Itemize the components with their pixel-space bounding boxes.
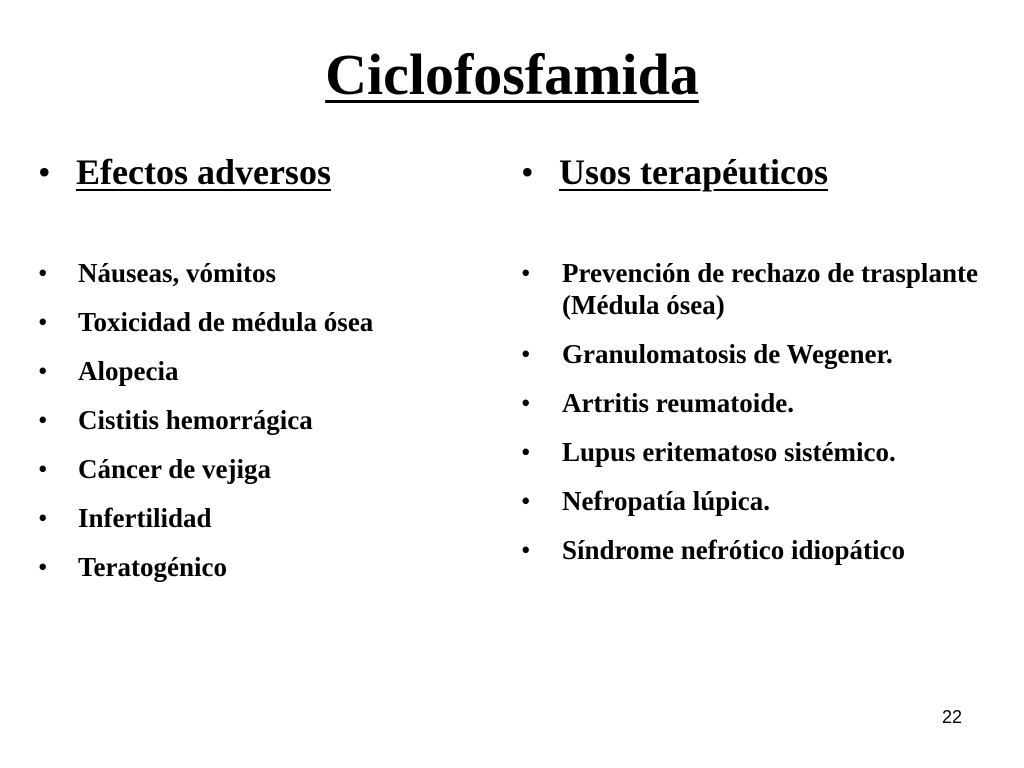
list-item bbox=[521, 534, 1001, 566]
list-bullet: • bbox=[38, 307, 48, 337]
list-item-text: Náuseas, vómitos bbox=[78, 258, 277, 288]
list-item-text: Alopecia bbox=[78, 356, 179, 386]
list-item bbox=[38, 306, 373, 338]
list-bullet: • bbox=[38, 552, 48, 582]
list-item bbox=[38, 551, 373, 583]
list-bullet: • bbox=[38, 356, 48, 386]
slide-title bbox=[0, 42, 1024, 108]
list-item bbox=[38, 453, 373, 485]
list-item-text: Teratogénico bbox=[78, 552, 227, 582]
heading-bullet: • bbox=[38, 152, 51, 192]
list-item-text: Síndrome nefrótico idiopático bbox=[562, 535, 905, 565]
list-item-text: Granulomatosis de Wegener. bbox=[562, 339, 893, 369]
list-item bbox=[521, 387, 1001, 419]
list-bullet: • bbox=[521, 339, 531, 369]
list-item-text: Infertilidad bbox=[78, 503, 212, 533]
adverse-effects-heading-text: Efectos adversos bbox=[76, 152, 331, 192]
list-item bbox=[521, 338, 1001, 370]
list-bullet: • bbox=[38, 405, 48, 435]
list-item-text: Cáncer de vejiga bbox=[78, 454, 271, 484]
list-bullet: • bbox=[521, 437, 531, 467]
adverse-effects-list bbox=[38, 257, 373, 600]
list-bullet: • bbox=[38, 454, 48, 484]
adverse-effects-heading bbox=[38, 150, 331, 194]
therapeutic-uses-heading bbox=[521, 150, 828, 194]
list-item bbox=[38, 257, 373, 289]
page-number: 22 bbox=[941, 707, 962, 727]
list-bullet: • bbox=[38, 503, 48, 533]
list-item-text: Prevención de rechazo de trasplante (Médula ósea) bbox=[562, 258, 978, 320]
list-item bbox=[521, 257, 1001, 321]
list-item bbox=[521, 436, 1001, 468]
list-item bbox=[38, 502, 373, 534]
therapeutic-uses-heading-text: Usos terapéuticos bbox=[559, 152, 828, 192]
list-bullet: • bbox=[521, 535, 531, 565]
slide-title-text: Ciclofosfamida bbox=[325, 42, 699, 107]
list-item-text: Nefropatía lúpica. bbox=[562, 486, 770, 516]
list-item bbox=[38, 355, 373, 387]
list-item-text: Toxicidad de médula ósea bbox=[78, 307, 374, 337]
list-item-text: Lupus eritematoso sistémico. bbox=[562, 437, 896, 467]
list-item bbox=[521, 485, 1001, 517]
heading-bullet: • bbox=[521, 152, 534, 192]
list-item bbox=[38, 404, 373, 436]
list-bullet: • bbox=[38, 258, 48, 288]
list-bullet: • bbox=[521, 486, 531, 516]
list-item-text: Cistitis hemorrágica bbox=[78, 405, 313, 435]
list-bullet: • bbox=[521, 388, 531, 418]
list-bullet: • bbox=[521, 258, 531, 288]
therapeutic-uses-list bbox=[521, 257, 1001, 583]
list-item-text: Artritis reumatoide. bbox=[562, 388, 794, 418]
